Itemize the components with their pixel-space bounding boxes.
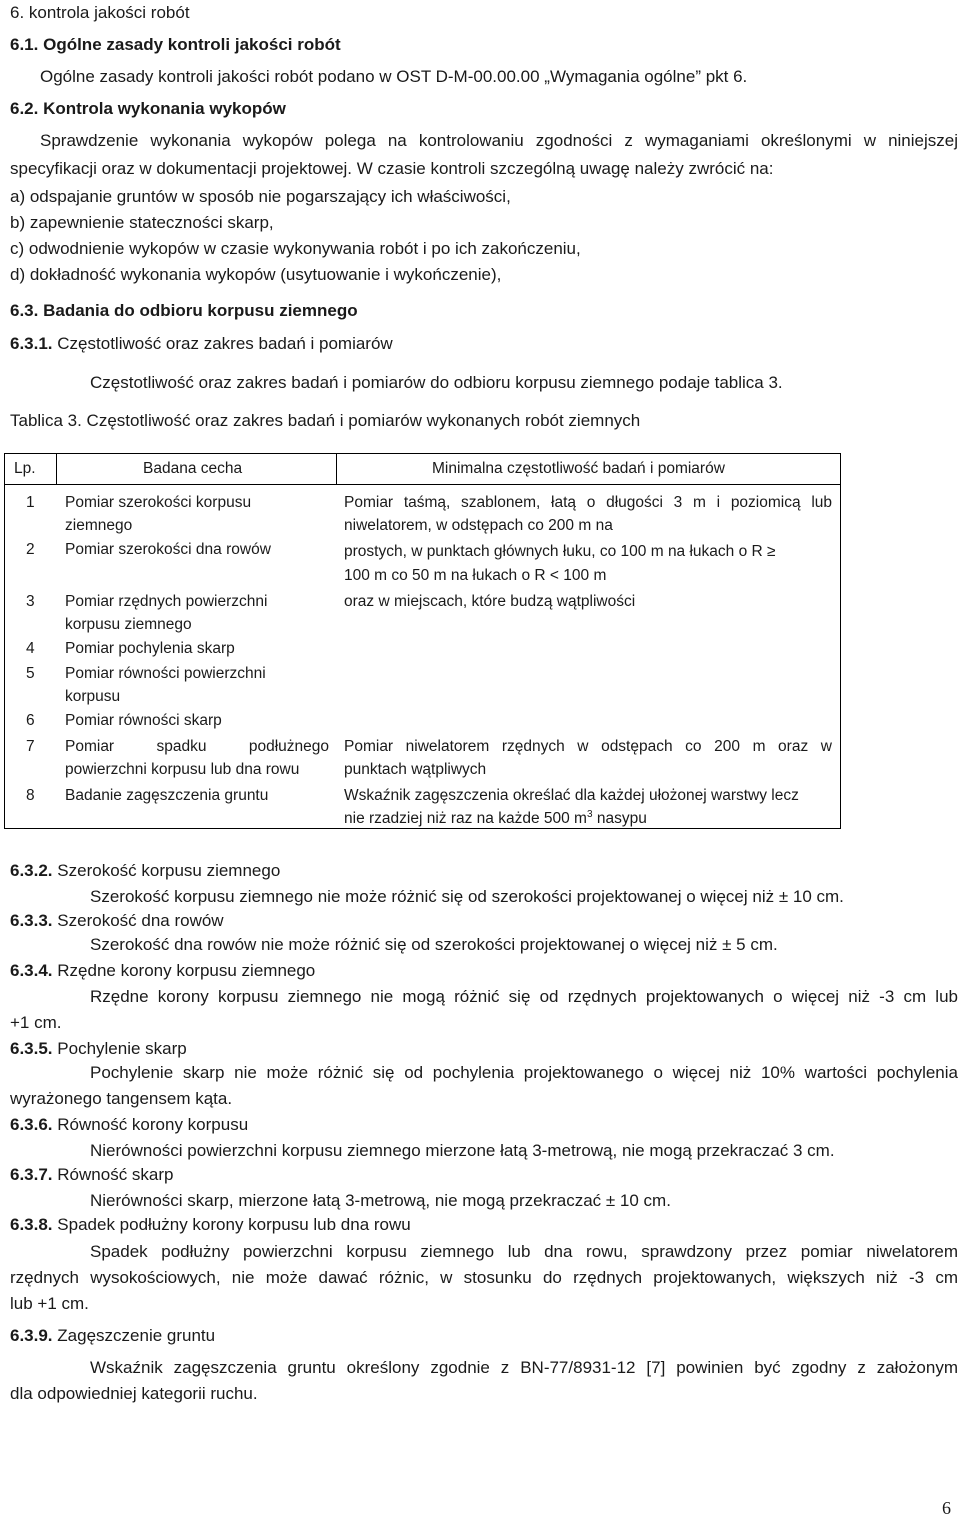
- table-cell: korpusu: [65, 688, 121, 705]
- table-cell: nie rzadziej niż raz na każde 500 $m^3$ nasypu: [344, 808, 647, 827]
- table-cell: Pomiar szerokości dna rowów: [65, 541, 271, 558]
- table-header: Badana cecha: [143, 460, 243, 477]
- table-cell: ziemnego: [65, 517, 133, 534]
- table-caption: Tablica 3. Częstotliwość oraz zakres badań i pomiarów wykonanych robót ziemnych: [10, 411, 641, 430]
- paragraph: Ogólne zasady kontroli jakości robót podano w OST D-M-00.00.00 „Wymagania ogólne” pkt 6.: [40, 67, 748, 86]
- subsection-heading: 6.3.7. Równość skarp: [10, 1165, 174, 1184]
- table-cell: Pomiar taśmą, szablonem, łatą o długości 3 m i poziomicą lub: [344, 494, 832, 511]
- table-cell: 4: [26, 640, 35, 657]
- paragraph: rzędnych wysokościowych, nie może dawać różnic, w stosunku do rzędnych projektowanych, większych niż -3 cm: [10, 1268, 958, 1287]
- page-number: 6: [942, 1498, 951, 1518]
- table-cell: 5: [26, 665, 35, 682]
- table-cell: Pomiar równości powierzchni: [65, 665, 266, 682]
- list-item: d) dokładność wykonania wykopów (usytuowanie i wykończenie),: [10, 265, 502, 284]
- paragraph: Częstotliwość oraz zakres badań i pomiarów do odbioru korpusu ziemnego podaje tablica 3.: [90, 373, 783, 392]
- table-cell: Wskaźnik zagęszczenia określać dla każdej ułożonej warstwy lecz: [344, 787, 799, 804]
- table-cell: Pomiar szerokości korpusu: [65, 494, 252, 511]
- table-cell: 8: [26, 787, 35, 804]
- paragraph: dla odpowiedniej kategorii ruchu.: [10, 1384, 258, 1403]
- section-heading: 6.3. Badania do odbioru korpusu ziemnego: [10, 301, 358, 320]
- list-item: c) odwodnienie wykopów w czasie wykonywania robót i po ich zakończeniu,: [10, 239, 581, 258]
- list-item: a) odspajanie gruntów w sposób nie pogarszający ich właściwości,: [10, 187, 511, 206]
- table-cell: Pomiar pochylenia skarp: [65, 640, 235, 657]
- subsection-heading: 6.3.5. Pochylenie skarp: [10, 1039, 187, 1058]
- table-cell: niwelatorem, w odstępach co 200 m na: [344, 517, 613, 534]
- paragraph: Nierówności skarp, mierzone łatą 3-metrową, nie mogą przekraczać ± 10 cm.: [90, 1191, 671, 1210]
- table-cell: korpusu ziemnego: [65, 616, 192, 633]
- subsection-heading: 6.3.6. Równość korony korpusu: [10, 1115, 249, 1134]
- subsection-heading: 6.3.2. Szerokość korpusu ziemnego: [10, 861, 281, 880]
- paragraph: Pochylenie skarp nie może różnić się od pochylenia projektowanego o więcej niż 10% wartości pochylenia: [90, 1063, 958, 1082]
- section-heading: 6.1. Ogólne zasady kontroli jakości robót: [10, 35, 341, 54]
- table-cell: Pomiar rzędnych powierzchni: [65, 593, 268, 610]
- section-heading: 6.2. Kontrola wykonania wykopów: [10, 99, 286, 118]
- paragraph: Rzędne korony korpusu ziemnego nie mogą różnić się od rzędnych projektowanych o więcej niż -3 cm lub: [90, 987, 958, 1006]
- table-cell: oraz w miejscach, które budzą wątpliwości: [344, 593, 636, 610]
- table-cell: Pomiar niwelatorem rzędnych w odstępach co 200 m oraz w: [344, 738, 832, 755]
- table-header: Minimalna częstotliwość badań i pomiarów: [432, 460, 725, 477]
- table-cell: 7: [26, 738, 35, 755]
- section-heading: 6. kontrola jakości robót: [10, 3, 190, 22]
- table-cell: prostych, w punktach głównych łuku, co 100 m na łukach o R ≥: [344, 543, 776, 560]
- table-cell: powierzchni korpusu lub dna rowu: [65, 761, 300, 778]
- paragraph: +1 cm.: [10, 1013, 62, 1032]
- paragraph: Szerokość dna rowów nie może różnić się od szerokości projektowanej o więcej niż ± 5 cm.: [90, 935, 778, 954]
- table-header: Lp.: [14, 460, 36, 477]
- paragraph: Szerokość korpusu ziemnego nie może różnić się od szerokości projektowanej o więcej niż ± 10 cm.: [90, 887, 844, 906]
- table-cell: 1: [26, 494, 35, 511]
- table-cell: punktach wątpliwych: [344, 761, 487, 778]
- list-item: b) zapewnienie stateczności skarp,: [10, 213, 274, 232]
- subsection-heading: 6.3.9. Zagęszczenie gruntu: [10, 1326, 216, 1345]
- paragraph: Spadek podłużny powierzchni korpusu ziemnego lub dna rowu, sprawdzony przez pomiar niwelatorem: [90, 1242, 958, 1261]
- table-cell: 6: [26, 712, 35, 729]
- table-cell: Pomiar spadku podłużnego: [65, 738, 329, 755]
- subsection-heading: 6.3.8. Spadek podłużny korony korpusu lub dna rowu: [10, 1215, 411, 1234]
- subsection-heading: 6.3.3. Szerokość dna rowów: [10, 911, 224, 930]
- paragraph: Nierówności powierzchni korpusu ziemnego mierzone łatą 3-metrową, nie mogą przekraczać 3 cm.: [90, 1141, 835, 1160]
- paragraph: wyrażonego tangensem kąta.: [10, 1089, 233, 1108]
- subsection-heading: 6.3.4. Rzędne korony korpusu ziemnego: [10, 961, 316, 980]
- table-cell: 3: [26, 593, 35, 610]
- table-cell: 2: [26, 541, 35, 558]
- paragraph: Sprawdzenie wykonania wykopów polega na kontrolowaniu zgodności z wymaganiami określonymi w niniejszej: [40, 131, 958, 150]
- paragraph: lub +1 cm.: [10, 1294, 89, 1313]
- table-cell: Badanie zagęszczenia gruntu: [65, 787, 269, 804]
- paragraph: Wskaźnik zagęszczenia gruntu określony zgodnie z BN-77/8931-12 [7] powinien być zgodny z założonym: [90, 1358, 958, 1377]
- subsection-heading: 6.3.1. Częstotliwość oraz zakres badań i pomiarów: [10, 334, 393, 353]
- paragraph: specyfikacji oraz w dokumentacji projektowej. W czasie kontroli szczególną uwagę należy zwrócić na:: [10, 159, 774, 178]
- table-cell: 100 m co 50 m na łukach o R < 100 m: [344, 567, 607, 584]
- table-cell: Pomiar równości skarp: [65, 712, 222, 729]
